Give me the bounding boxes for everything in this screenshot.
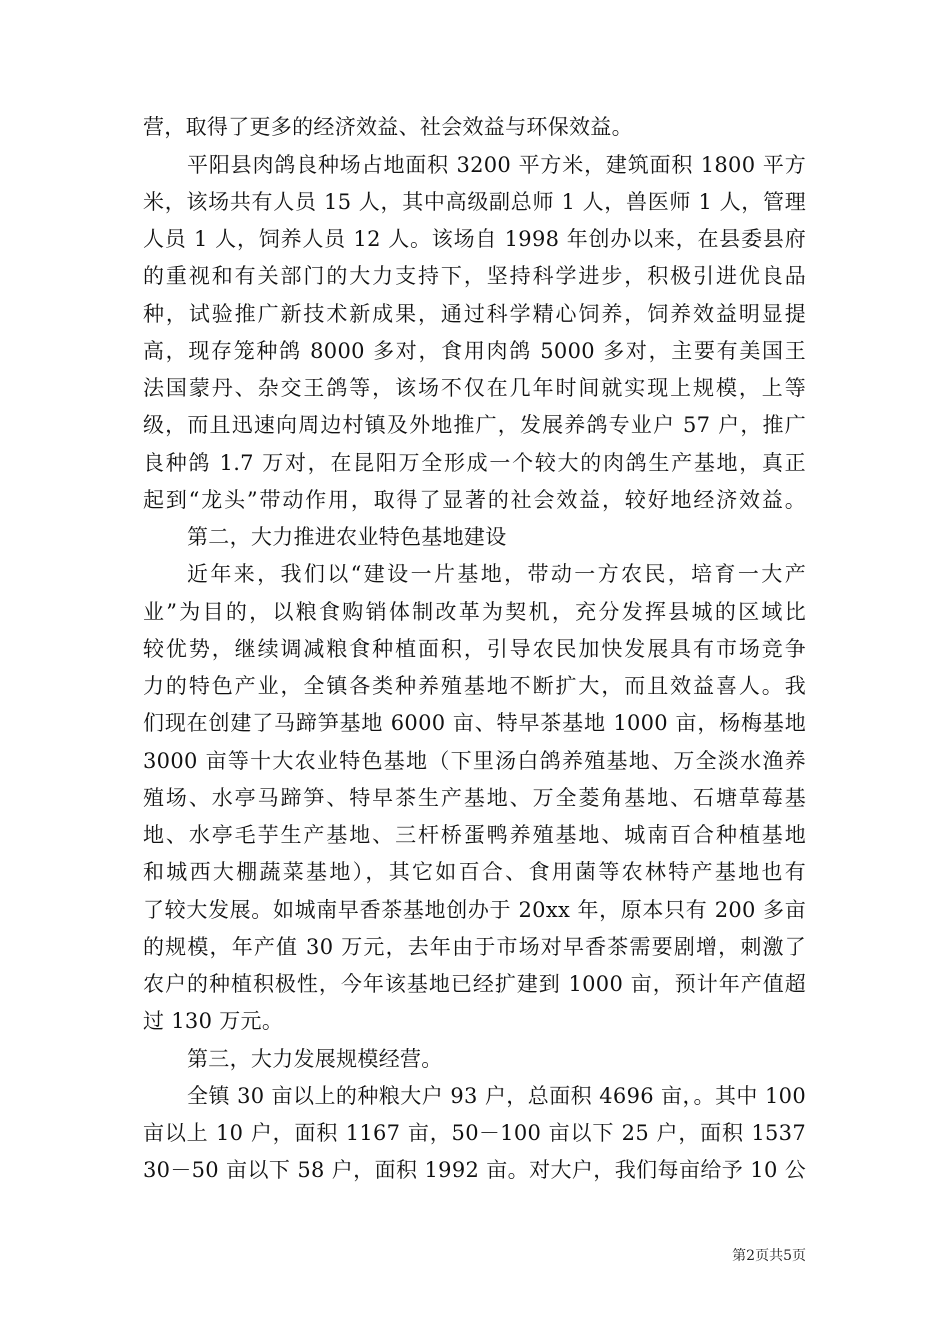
text-line: 第三，大力发展规模经营。 xyxy=(187,1046,443,1071)
text-line: 种，试验推广新技术新成果，通过科学精心饲养，饲养效益明显提 xyxy=(143,301,806,326)
text-line: 第二，大力推进农业特色基地建设 xyxy=(187,525,507,550)
text-line: 殖场、水亭马蹄笋、特早茶生产基地、万全菱角基地、石塘草莓基 xyxy=(143,785,806,810)
text-line: 良种鸽 1.7 万对，在昆阳万全形成一个较大的肉鸽生产基地，真正 xyxy=(143,450,806,475)
text-line: 近年来，我们以“建设一片基地，带动一方农民，培育一大产 xyxy=(187,562,806,587)
text-line: 3000 亩等十大农业特色基地（下里汤白鸽养殖基地、万全淡水渔养 xyxy=(143,748,806,773)
text-line: 了较大发展。如城南早香茶基地创办于 20xx 年，原本只有 200 多亩 xyxy=(143,897,806,922)
text-line: 较优势，继续调减粮食种植面积，引导农民加快发展具有市场竞争 xyxy=(143,636,806,661)
text-line: 人员 1 人，饲养人员 12 人。该场自 1998 年创办以来，在县委县府 xyxy=(143,227,806,252)
text-line: 过 130 万元。 xyxy=(143,1009,284,1034)
text-line: 法国蒙丹、杂交王鸽等，该场不仅在几年时间就实现上规模，上等 xyxy=(143,376,806,401)
text-line: 业”为目的，以粮食购销体制改革为契机，充分发挥县城的区域比 xyxy=(143,599,806,624)
text-line: 平阳县肉鸽良种场占地面积 3200 平方米，建筑面积 1800 平方 xyxy=(187,152,806,177)
text-line: 地、水亭毛芋生产基地、三杆桥蛋鸭养殖基地、城南百合种植基地 xyxy=(143,823,806,848)
text-line: 们现在创建了马蹄笋基地 6000 亩、特早茶基地 1000 亩，杨梅基地 xyxy=(143,711,806,736)
text-line: 的规模，年产值 30 万元，去年由于市场对早香茶需要剧增，刺激了 xyxy=(143,934,806,959)
text-line: 米，该场共有人员 15 人，其中高级副总师 1 人，兽医师 1 人，管理 xyxy=(143,189,806,214)
text-line: 高，现存笼种鸽 8000 多对，食用肉鸽 5000 多对，主要有美国王 xyxy=(143,338,806,363)
text-line: 的重视和有关部门的大力支持下，坚持科学进步，积极引进优良品 xyxy=(143,264,806,289)
text-line: 农户的种植积极性，今年该基地已经扩建到 1000 亩，预计年产值超 xyxy=(143,972,806,997)
page-number: 第2页共5页 xyxy=(732,1248,806,1264)
text-line: 亩以上 10 户，面积 1167 亩，50－100 亩以下 25 户，面积 1537 xyxy=(143,1121,806,1146)
document-body xyxy=(143,109,806,1189)
text-line: 级，而且迅速向周边村镇及外地推广，发展养鸽专业户 57 户，推广 xyxy=(143,413,806,438)
text-line: 起到“龙头”带动作用，取得了显著的社会效益，较好地经济效益。 xyxy=(143,487,806,512)
text-line: 力的特色产业，全镇各类种养殖基地不断扩大，而且效益喜人。我 xyxy=(143,674,806,699)
text-line: 和城西大棚蔬菜基地），其它如百合、食用菌等农林特产基地也有 xyxy=(143,860,806,885)
text-line: 30－50 亩以下 58 户，面积 1992 亩。对大户，我们每亩给予 10 公 xyxy=(143,1158,806,1183)
text-line: 营，取得了更多的经济效益、社会效益与环保效益。 xyxy=(143,115,633,140)
text-line: 全镇 30 亩以上的种粮大户 93 户，总面积 4696 亩，。其中 100 xyxy=(187,1083,806,1108)
